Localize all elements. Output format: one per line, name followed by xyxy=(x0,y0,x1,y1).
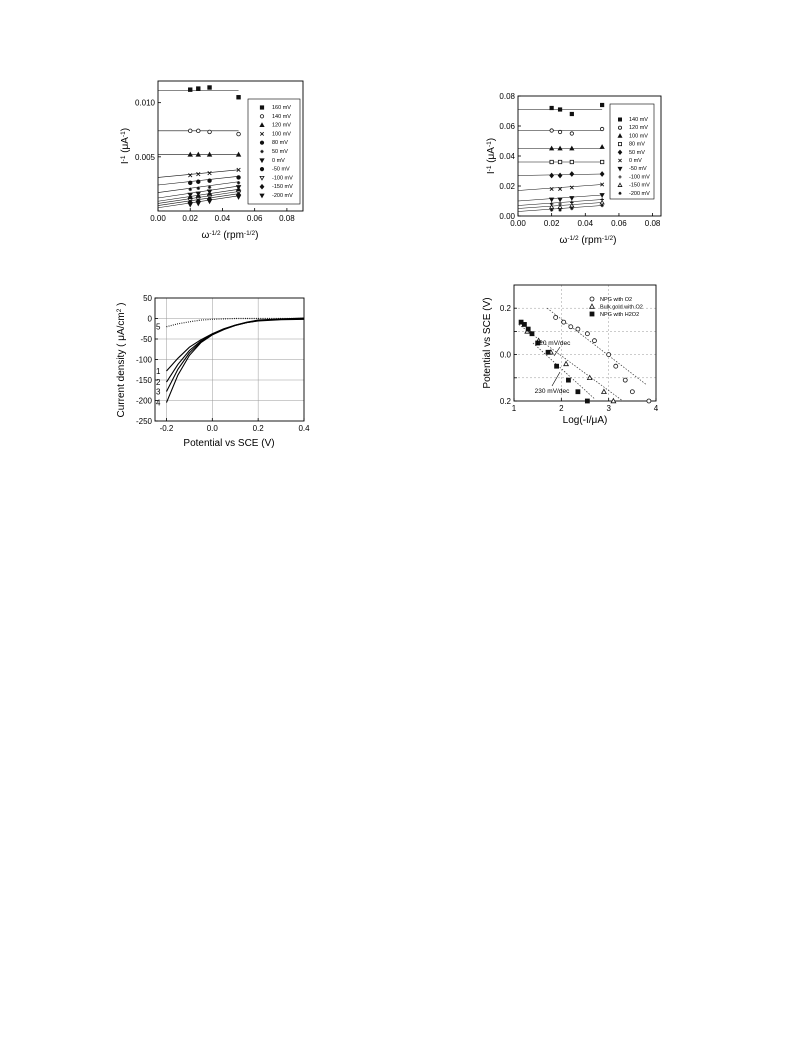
data-point xyxy=(569,325,573,329)
legend-entry: -50 mV xyxy=(272,166,290,173)
legend-entry: 50 mV xyxy=(272,149,288,155)
legend-entry: 100 mV xyxy=(629,133,648,140)
data-point xyxy=(570,112,573,115)
x-axis-label: Potential vs SCE (V) xyxy=(183,438,275,449)
series-label: 5 xyxy=(156,322,161,332)
data-point xyxy=(600,145,604,149)
data-point xyxy=(570,160,573,163)
data-point xyxy=(630,390,634,394)
legend-entry: NPG with H2O2 xyxy=(600,312,640,318)
data-point xyxy=(607,353,611,357)
y-tick-label: 0.04 xyxy=(499,152,515,161)
label-part: ) xyxy=(120,127,131,132)
data-point xyxy=(570,146,574,150)
legend-entry: -200 mV xyxy=(272,193,293,199)
data-point xyxy=(570,186,573,189)
x-tick-label: 0.08 xyxy=(644,219,661,228)
y-tick-label: 0.02 xyxy=(499,182,515,191)
data-point xyxy=(550,129,553,132)
data-point xyxy=(587,375,592,379)
x-tick-label: -0.2 xyxy=(159,424,174,433)
legend-entry: -100 mV xyxy=(272,175,293,182)
data-point xyxy=(558,108,561,111)
superscript: -1 xyxy=(485,141,493,148)
data-point xyxy=(188,129,192,133)
data-point xyxy=(550,205,554,209)
data-point xyxy=(558,173,562,177)
legend-entry: 120 mV xyxy=(272,122,291,129)
y-tick-label: 0.06 xyxy=(499,122,515,131)
x-tick-label: 3 xyxy=(606,404,611,413)
data-point xyxy=(602,389,607,393)
panel-inverse-current-140mv xyxy=(486,92,662,246)
data-point xyxy=(236,195,240,199)
superscript: -1 xyxy=(485,165,493,172)
data-point xyxy=(546,350,550,354)
data-point xyxy=(188,153,192,157)
series-line xyxy=(167,319,305,402)
legend-marker xyxy=(260,141,263,144)
legend-entry: 0 mV xyxy=(629,158,642,164)
panel-inverse-current-160mv xyxy=(120,81,304,241)
superscript: -1/2 xyxy=(209,229,221,237)
data-point xyxy=(208,130,212,134)
data-point xyxy=(196,129,200,133)
legend-marker xyxy=(590,297,594,301)
data-point xyxy=(566,378,570,382)
data-point xyxy=(530,332,534,336)
y-tick-label: 50 xyxy=(143,294,152,303)
data-point xyxy=(600,127,603,130)
data-point xyxy=(600,160,603,163)
data-point xyxy=(237,132,241,136)
y-tick-label: 0.0 xyxy=(499,350,511,360)
series-label: 4 xyxy=(156,398,161,408)
x-tick-label: 1 xyxy=(511,404,517,413)
label-part: ) xyxy=(116,302,127,309)
data-point xyxy=(188,88,192,92)
data-point xyxy=(188,188,192,192)
legend-entry: 160 mV xyxy=(272,105,291,111)
annotation-slope-230: 230 mV/dec xyxy=(534,388,570,395)
x-axis-label xyxy=(202,230,259,242)
label-part: (rpm xyxy=(220,230,244,241)
data-point xyxy=(196,87,200,91)
legend-entry: 140 mV xyxy=(629,117,648,123)
data-point xyxy=(600,172,604,176)
data-point xyxy=(558,146,562,150)
superscript: -1/2 xyxy=(601,234,614,242)
x-tick-label: 0.06 xyxy=(246,214,263,223)
data-point xyxy=(600,204,603,207)
data-point xyxy=(562,320,566,324)
legend-entry: 120 mV xyxy=(629,125,648,132)
superscript: 2 xyxy=(115,308,123,313)
data-point xyxy=(600,200,604,204)
label-part: ) xyxy=(255,230,259,241)
series-label: 2 xyxy=(156,378,161,388)
data-point xyxy=(522,322,526,326)
superscript: -1/2 xyxy=(567,234,579,242)
data-point xyxy=(554,315,558,319)
legend-entry: -200 mV xyxy=(629,190,650,197)
y-axis-label xyxy=(120,128,132,164)
data-point xyxy=(550,173,554,177)
data-point xyxy=(196,180,200,184)
data-point xyxy=(196,153,200,157)
legend-entry: 80 mV xyxy=(629,141,645,148)
data-point xyxy=(576,327,580,331)
x-tick-label: 0.00 xyxy=(510,219,526,228)
data-point xyxy=(576,390,580,394)
legend-entry: 100 mV xyxy=(272,131,291,138)
data-point xyxy=(188,203,192,207)
y-tick-label: -200 xyxy=(135,396,152,406)
data-point xyxy=(196,172,200,176)
data-point xyxy=(592,339,596,343)
data-point xyxy=(207,153,211,157)
legend xyxy=(610,104,654,199)
y-tick-label: 0.2 xyxy=(499,397,511,406)
legend-marker xyxy=(260,106,263,109)
legend-marker xyxy=(618,118,621,121)
data-point xyxy=(558,208,561,211)
legend-entry: 0 mV xyxy=(272,157,285,164)
series-line xyxy=(167,319,305,392)
x-tick-label: 0.06 xyxy=(611,219,627,228)
data-point xyxy=(558,187,561,190)
label-part: I xyxy=(486,171,497,175)
data-point xyxy=(550,146,554,150)
y-tick-label: -100 xyxy=(135,355,152,365)
legend-entry: -150 mV xyxy=(629,182,650,189)
data-point xyxy=(188,181,192,185)
data-point xyxy=(236,153,240,157)
data-point xyxy=(600,103,603,106)
data-point xyxy=(208,185,212,189)
annotation-arrow xyxy=(552,372,560,386)
data-point xyxy=(526,327,530,331)
legend-entry: 80 mV xyxy=(272,140,288,147)
y-tick-label: 0 xyxy=(147,314,152,324)
series-line xyxy=(167,319,305,383)
data-point xyxy=(558,130,561,133)
legend-marker xyxy=(260,150,263,153)
legend-entry: -50 mV xyxy=(629,166,647,173)
legend-marker xyxy=(590,304,595,308)
data-point xyxy=(570,203,574,207)
y-tick-label: 0.005 xyxy=(134,152,155,162)
y-axis-label xyxy=(116,303,128,418)
label-part: (μA xyxy=(486,147,497,166)
data-point xyxy=(550,160,553,163)
data-point xyxy=(237,176,241,180)
superscript: -1/2 xyxy=(243,229,256,237)
y-tick-label: -250 xyxy=(135,417,152,426)
panel-polarization-curves xyxy=(116,294,311,449)
series-label: 3 xyxy=(156,387,161,397)
legend-entry: NPG with O2 xyxy=(600,297,633,303)
data-point xyxy=(237,181,241,185)
data-point xyxy=(585,399,589,403)
label-part: (rpm xyxy=(578,235,602,246)
legend-marker xyxy=(618,143,621,146)
label-part: I xyxy=(120,161,131,165)
label-part: ω xyxy=(201,230,210,241)
panel-tafel-plot xyxy=(482,285,659,426)
data-point xyxy=(196,202,200,206)
y-tick-label: 0.00 xyxy=(499,212,515,221)
legend xyxy=(590,297,643,318)
data-point xyxy=(585,332,589,336)
data-point xyxy=(623,378,627,382)
data-point xyxy=(207,200,211,204)
x-tick-label: 0.00 xyxy=(150,214,166,223)
x-tick-label: 4 xyxy=(653,404,659,413)
x-tick-label: 0.0 xyxy=(206,424,218,433)
x-tick-label: 0.2 xyxy=(252,424,264,433)
data-point xyxy=(570,132,573,135)
label-part: (μA xyxy=(120,137,131,156)
label-part: Current density ( μA/cm xyxy=(116,312,127,418)
series-label: 1 xyxy=(156,366,161,376)
data-point xyxy=(614,364,618,368)
y-tick-label: 0.010 xyxy=(134,98,155,108)
data-point xyxy=(208,171,212,175)
data-point xyxy=(570,196,574,200)
data-point xyxy=(208,86,212,90)
x-tick-label: 0.08 xyxy=(279,214,295,223)
legend xyxy=(248,99,300,204)
y-axis-label: Potential vs SCE (V) xyxy=(482,297,493,389)
data-point xyxy=(570,207,573,210)
label-part: ) xyxy=(486,137,497,142)
data-point xyxy=(570,172,574,176)
legend-marker xyxy=(260,115,263,118)
y-axis-label xyxy=(486,138,498,174)
superscript: -1 xyxy=(119,131,127,138)
x-tick-label: 0.4 xyxy=(298,424,310,433)
data-point xyxy=(558,198,562,202)
legend-marker xyxy=(618,192,621,195)
data-point xyxy=(647,399,651,403)
label-part: ) xyxy=(613,235,617,246)
data-point xyxy=(550,208,553,211)
data-point xyxy=(558,160,561,163)
legend-marker xyxy=(590,312,594,316)
legend-entry: 140 mV xyxy=(272,113,291,120)
data-point xyxy=(600,193,604,197)
x-axis-label xyxy=(560,235,617,247)
legend-marker xyxy=(618,126,621,129)
data-point xyxy=(555,364,559,368)
legend-entry: -150 mV xyxy=(272,184,293,191)
x-tick-label: 0.02 xyxy=(543,219,560,228)
data-point xyxy=(237,95,241,99)
data-point xyxy=(208,179,212,183)
label-part: ω xyxy=(559,235,568,246)
x-axis-label: Log(-I/μA) xyxy=(562,415,608,426)
y-tick-label: -50 xyxy=(140,335,152,344)
legend-entry: 50 mV xyxy=(629,149,645,156)
x-tick-label: 0.04 xyxy=(214,214,231,223)
legend-marker xyxy=(260,167,263,170)
legend-entry: -100 mV xyxy=(629,174,650,181)
data-point xyxy=(188,173,192,177)
legend-entry: Bulk gold with O2 xyxy=(600,304,643,311)
y-tick-label: 0.08 xyxy=(499,92,515,101)
data-point xyxy=(550,106,553,109)
x-tick-label: 0.02 xyxy=(182,214,199,223)
superscript: -1 xyxy=(119,155,127,162)
y-tick-label: 0.2 xyxy=(499,304,511,314)
annotation-slope-120: 120 mV/dec xyxy=(535,340,571,347)
data-point xyxy=(550,198,554,202)
x-tick-label: 2 xyxy=(559,404,564,413)
y-tick-label: -150 xyxy=(135,376,152,385)
data-point xyxy=(564,361,569,365)
x-tick-label: 0.04 xyxy=(577,219,594,228)
